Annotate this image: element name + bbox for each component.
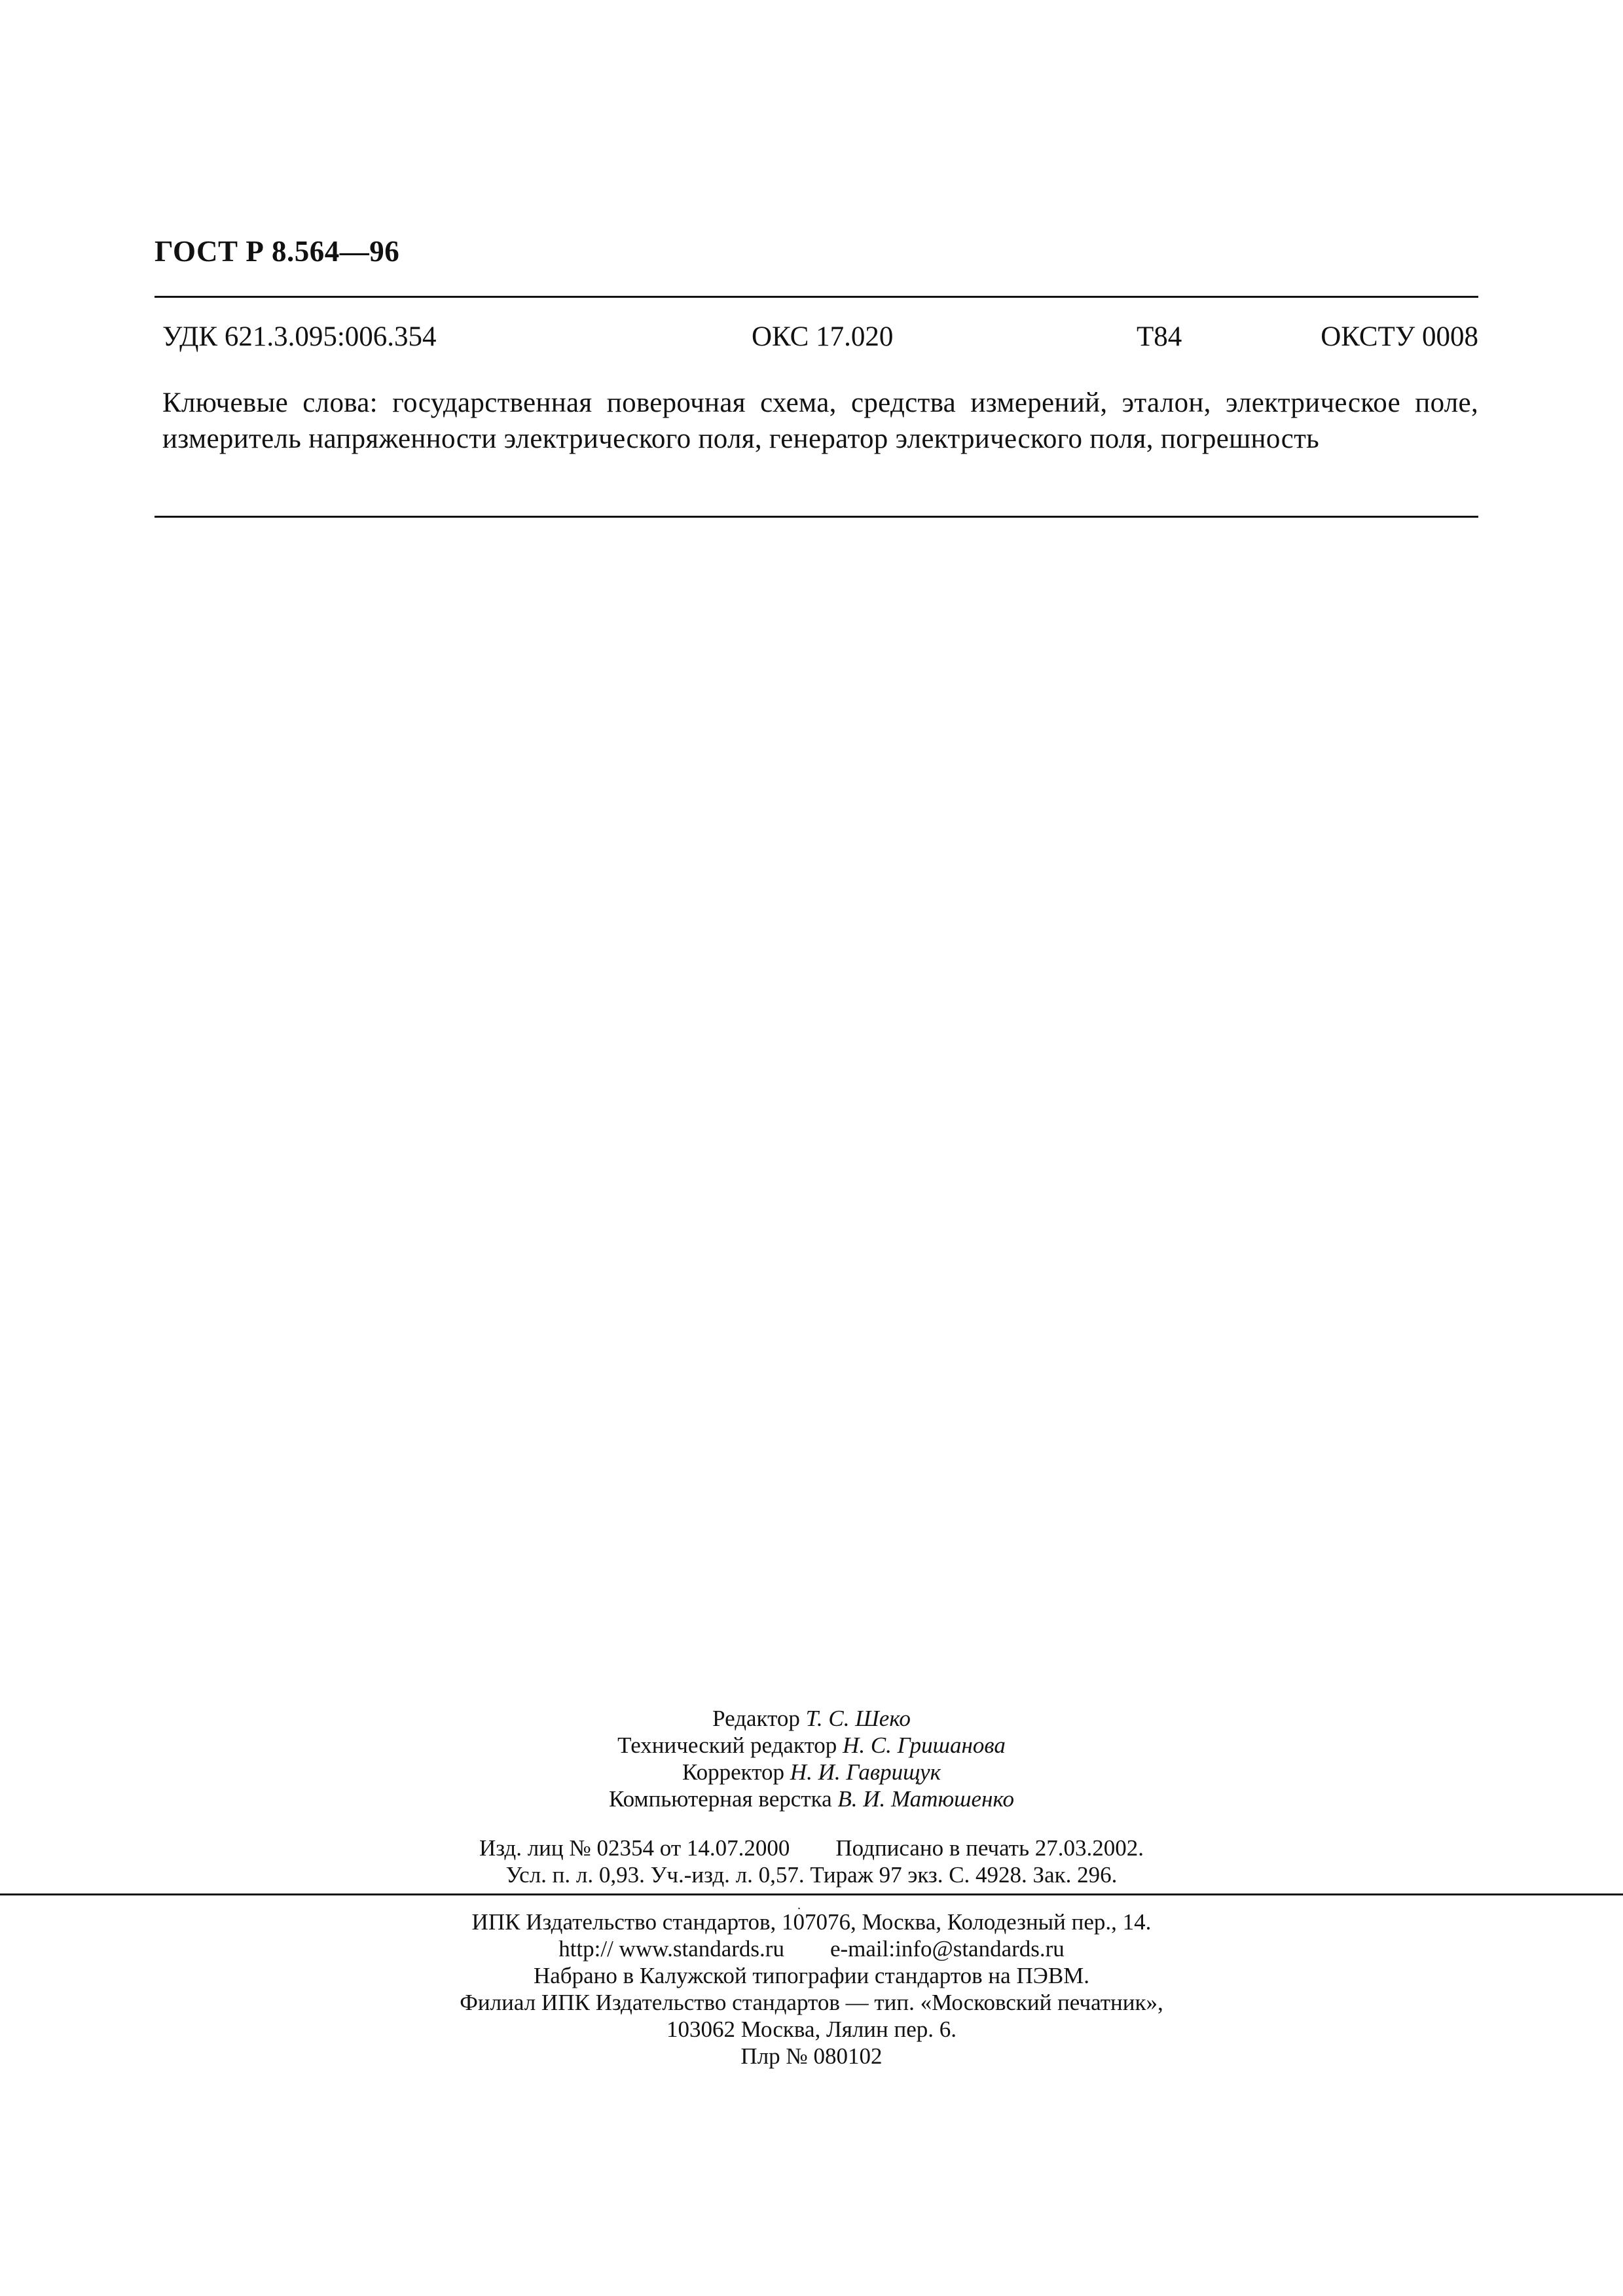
credit-role: Корректор <box>682 1759 785 1785</box>
credit-person: Н. И. Гаврищук <box>790 1759 941 1785</box>
credit-proofreader <box>0 1759 1623 1785</box>
imprint-email: e-mail:info@standards.ru <box>830 1936 1065 1962</box>
classification-row <box>162 321 1478 360</box>
license-line-2: Усл. п. л. 0,93. Уч.-изд. л. 0,57. Тираж 97 экз. С. 4928. Зак. 296. <box>505 1862 1118 1888</box>
keywords-bottom-rule <box>155 516 1478 518</box>
credit-role: Технический редактор <box>617 1732 837 1758</box>
credit-editor <box>0 1705 1623 1732</box>
license-line-1 <box>0 1835 1623 1861</box>
imprint-rule <box>0 1893 1623 1895</box>
rule-mark: . <box>797 1898 801 1912</box>
license-number: Изд. лиц № 02354 от 14.07.2000 <box>479 1835 790 1861</box>
group-code: Т84 <box>1137 321 1182 352</box>
publisher-imprint <box>0 1909 1623 2070</box>
editorial-credits <box>0 1705 1623 1812</box>
signed-to-print: Подписано в печать 27.03.2002. <box>835 1835 1144 1861</box>
okstu-code: ОКСТУ 0008 <box>1321 321 1478 352</box>
document-header-title: ГОСТ Р 8.564—96 <box>155 235 400 268</box>
keywords-paragraph: Ключевые слова: государственная поверочная схема, средства измерений, эталон, электрическое поле, измеритель напряженности электрического поля, генератор электрического поля, погрешность <box>162 387 1478 454</box>
top-rule <box>155 296 1478 298</box>
credit-technical-editor <box>0 1732 1623 1759</box>
credit-person: В. И. Матюшенко <box>837 1786 1014 1812</box>
imprint-url: http:// www.standards.ru <box>558 1936 784 1962</box>
credit-person: Т. С. Шеко <box>805 1706 911 1731</box>
credit-layout <box>0 1785 1623 1812</box>
credit-role: Компьютерная верстка <box>609 1786 832 1812</box>
credit-role: Редактор <box>712 1706 800 1731</box>
license-info <box>0 1835 1623 1888</box>
udk-code: УДК 621.3.095:006.354 <box>162 321 437 352</box>
imprint-contacts <box>0 1935 1623 1962</box>
imprint-plr: Плр № 080102 <box>740 2043 883 2069</box>
imprint-address: ИПК Издательство стандартов, 107076, Москва, Колодезный пер., 14. <box>471 1909 1152 1935</box>
imprint-typesetting: Набрано в Калужской типографии стандартов на ПЭВМ. <box>533 1963 1090 1988</box>
imprint-branch: Филиал ИПК Издательство стандартов — тип. «Московский печатник», <box>460 1990 1163 2015</box>
oks-code: ОКС 17.020 <box>752 321 894 352</box>
credit-person: Н. С. Гришанова <box>843 1732 1006 1758</box>
imprint-branch-address: 103062 Москва, Лялин пер. 6. <box>666 2017 957 2042</box>
